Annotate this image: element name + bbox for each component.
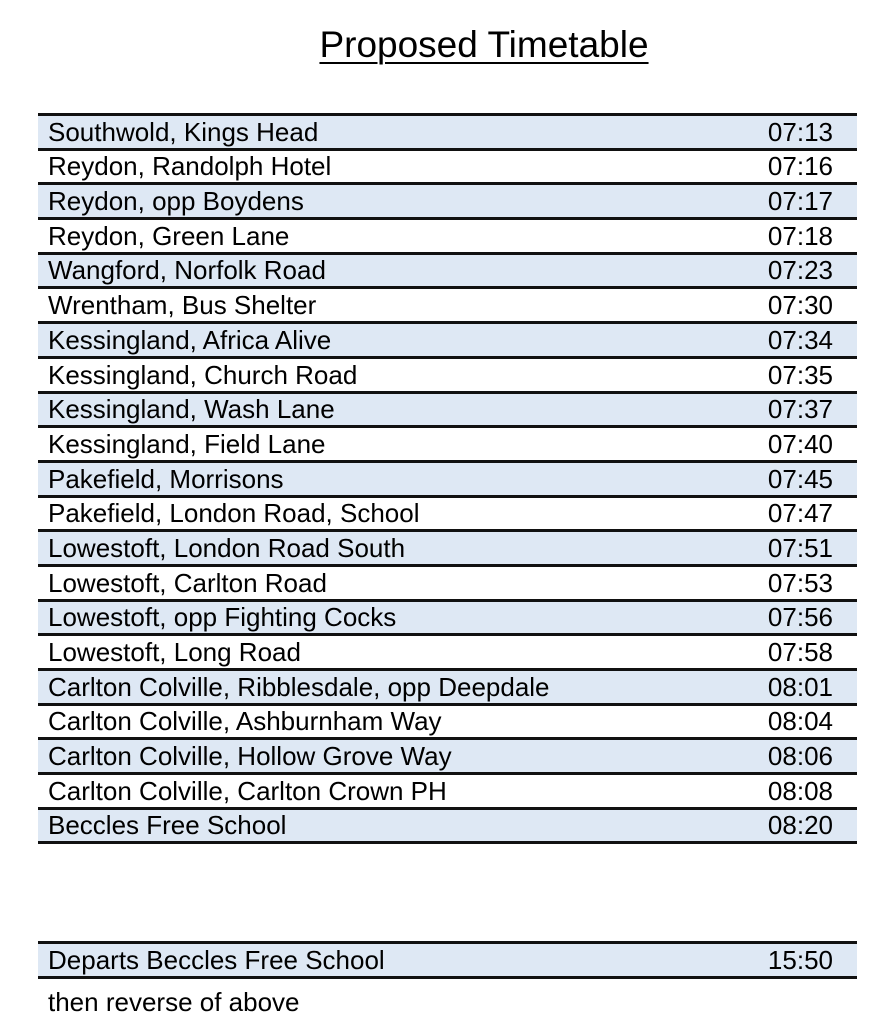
- table-row: [38, 775, 857, 810]
- stop-time: 07:56: [767, 602, 833, 633]
- stop-name: Kessingland, Church Road: [48, 359, 358, 390]
- table-row: [38, 220, 857, 255]
- table-row: [38, 498, 857, 533]
- stop-name: Lowestoft, opp Fighting Cocks: [48, 602, 397, 633]
- stop-time: 08:20: [767, 810, 833, 841]
- departure-time: 15:50: [767, 944, 833, 975]
- stop-time: 08:06: [767, 741, 833, 772]
- stop-time: 07:45: [767, 463, 833, 494]
- table-row: [38, 602, 857, 637]
- stop-time: 07:30: [767, 290, 833, 321]
- stop-time: 07:51: [767, 532, 833, 563]
- return-note: then reverse of above: [48, 987, 300, 1017]
- stop-name: Southwold, Kings Head: [48, 116, 319, 147]
- stop-time: 08:08: [767, 775, 833, 806]
- stop-time: 07:37: [767, 394, 833, 425]
- table-row: [38, 740, 857, 775]
- stop-time: 07:40: [767, 428, 833, 459]
- table-row: [38, 324, 857, 359]
- timetable: [38, 113, 857, 844]
- return-departure-table: [38, 941, 857, 979]
- stop-name: Kessingland, Field Lane: [48, 428, 326, 459]
- table-row: [38, 636, 857, 671]
- table-row: [38, 255, 857, 290]
- table-row: [38, 116, 857, 151]
- stop-name: Reydon, Green Lane: [48, 220, 290, 251]
- stop-name: Reydon, opp Boydens: [48, 186, 304, 217]
- stop-time: 07:34: [767, 324, 833, 355]
- stop-time: 08:04: [767, 706, 833, 737]
- stop-name: Lowestoft, London Road South: [48, 532, 406, 563]
- table-row: [38, 185, 857, 220]
- stop-time: 07:23: [767, 255, 833, 286]
- stop-name: Carlton Colville, Ashburnham Way: [48, 706, 442, 737]
- stop-time: 07:16: [767, 151, 833, 182]
- stop-name: Wangford, Norfolk Road: [48, 255, 326, 286]
- table-row: [38, 463, 857, 498]
- stop-name: Pakefield, Morrisons: [48, 463, 284, 494]
- page-title: Proposed Timetable: [319, 24, 649, 65]
- stop-time: 07:17: [767, 186, 833, 217]
- table-row: [38, 944, 857, 979]
- table-row: [38, 151, 857, 186]
- table-row: [38, 428, 857, 463]
- stop-name: Kessingland, Wash Lane: [48, 394, 335, 425]
- stop-time: 07:47: [767, 498, 833, 529]
- stop-time: 08:01: [767, 671, 833, 702]
- departure-label: Departs Beccles Free School: [48, 944, 385, 975]
- stop-name: Carlton Colville, Carlton Crown PH: [48, 775, 447, 806]
- stop-name: Lowestoft, Carlton Road: [48, 567, 327, 598]
- table-row: [38, 706, 857, 741]
- stop-name: Beccles Free School: [48, 810, 287, 841]
- table-row: [38, 671, 857, 706]
- table-row: [38, 810, 857, 845]
- table-row: [38, 567, 857, 602]
- stop-name: Wrentham, Bus Shelter: [48, 290, 317, 321]
- table-row: [38, 289, 857, 324]
- table-row: [38, 359, 857, 394]
- table-row: [38, 394, 857, 429]
- stop-time: 07:13: [767, 116, 833, 147]
- stop-time: 07:18: [767, 220, 833, 251]
- stop-name: Kessingland, Africa Alive: [48, 324, 332, 355]
- stop-name: Reydon, Randolph Hotel: [48, 151, 332, 182]
- stop-name: Carlton Colville, Ribblesdale, opp Deepdale: [48, 671, 550, 702]
- stop-time: 07:58: [767, 637, 833, 667]
- stop-name: Pakefield, London Road, School: [48, 498, 420, 529]
- stop-name: Lowestoft, Long Road: [48, 637, 301, 667]
- stop-name: Carlton Colville, Hollow Grove Way: [48, 741, 452, 772]
- stop-time: 07:35: [767, 359, 833, 390]
- stop-time: 07:53: [767, 567, 833, 598]
- table-row: [38, 532, 857, 567]
